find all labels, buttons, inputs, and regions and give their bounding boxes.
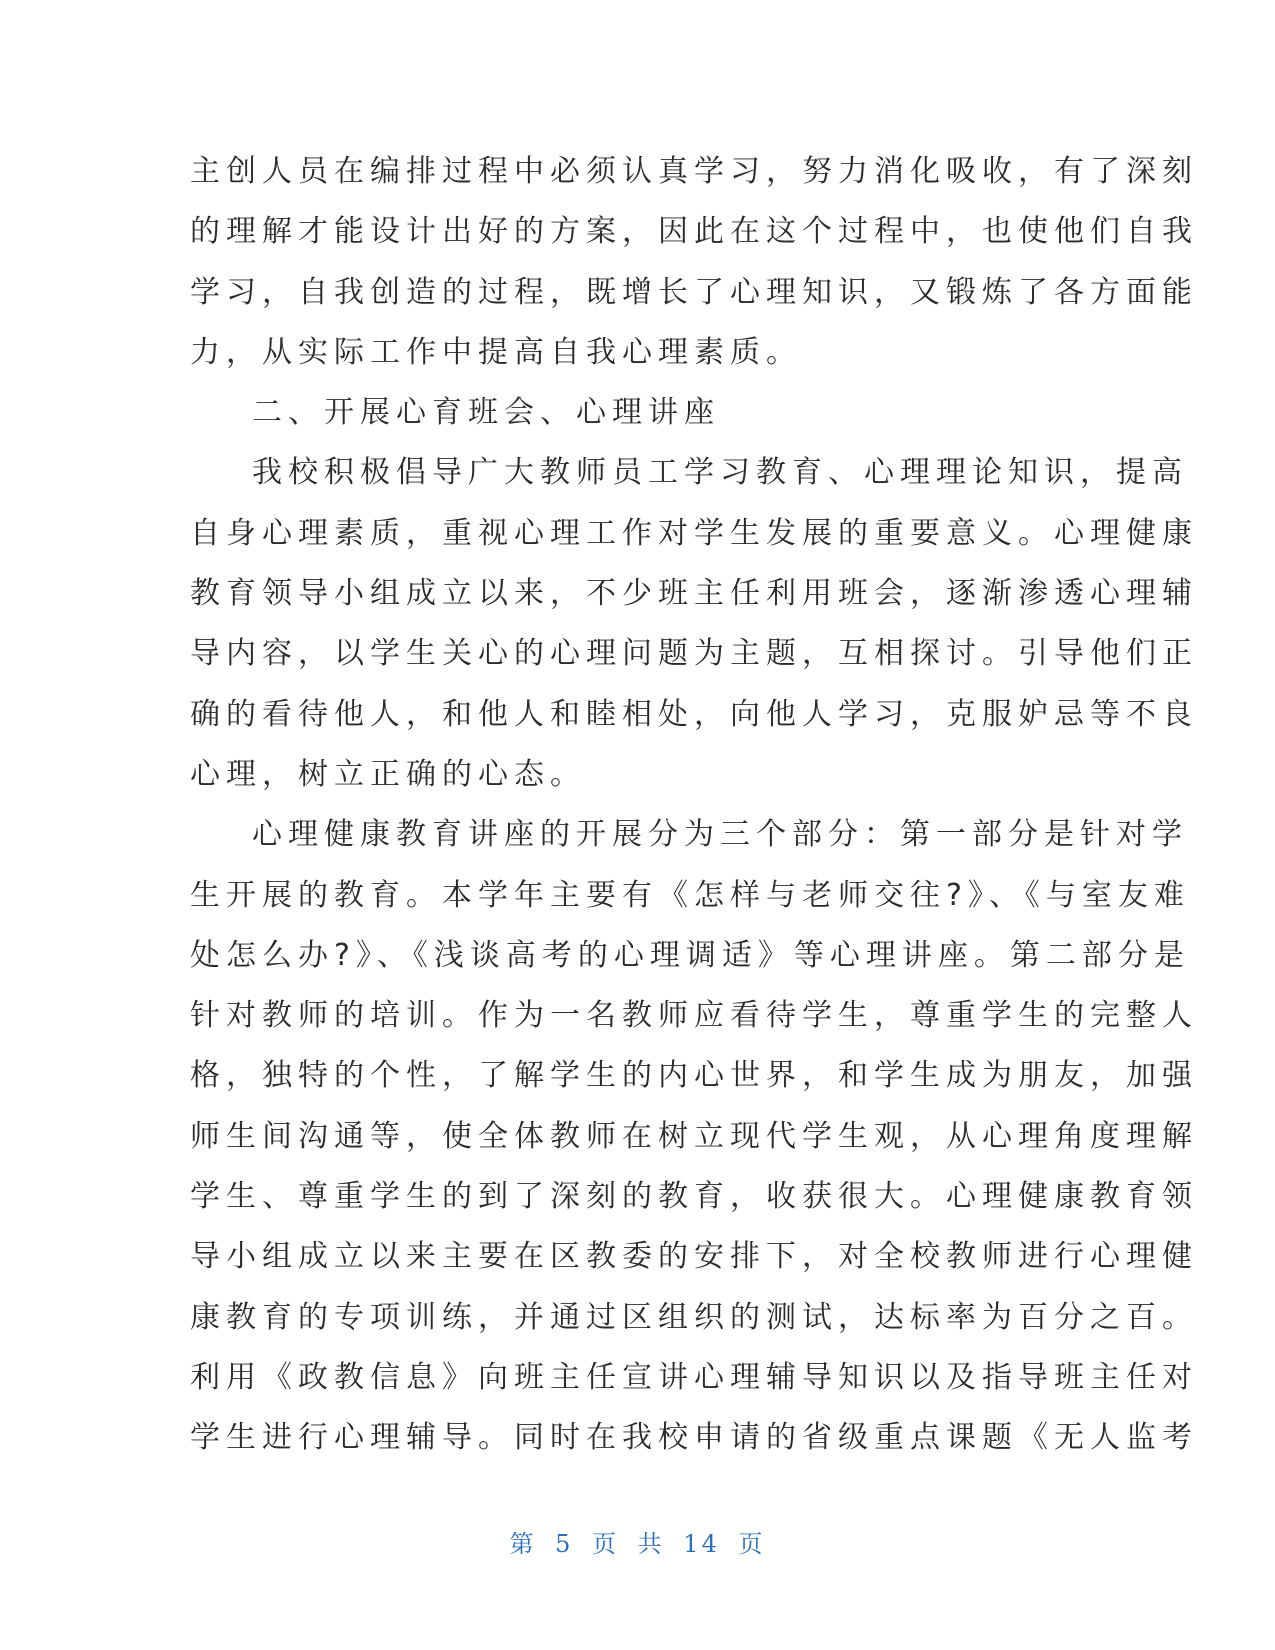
text-line: 康教育的专项训练，并通过区组织的测试，达标率为百分之百。: [190, 1299, 1198, 1335]
text-line: 力，从实际工作中提高自我心理素质。: [190, 334, 802, 370]
text-line: 处怎么办?》、《浅谈高考的心理调适》等心理讲座。第二部分是: [190, 937, 1190, 973]
text-line: 生开展的教育。本学年主要有《怎样与老师交往?》、《与室友难: [190, 877, 1190, 913]
text-line: 导小组成立以来主要在区教委的安排下，对全校教师进行心理健: [190, 1239, 1198, 1275]
text-line: 利用《政教信息》向班主任宣讲心理辅导知识以及指导班主任对: [190, 1359, 1198, 1395]
document-body: [190, 142, 1198, 1469]
text-line: 的理解才能设计出好的方案，因此在这个过程中，也使他们自我: [190, 214, 1198, 250]
page-number-footer: 第 5 页 共 14 页: [509, 1530, 766, 1558]
text-line: 学生、尊重学生的到了深刻的教育，收获很大。心理健康教育领: [190, 1179, 1198, 1215]
text-line: 主创人员在编排过程中必须认真学习，努力消化吸收，有了深刻: [190, 154, 1198, 189]
text-line: 师生间沟通等，使全体教师在树立现代学生观，从心理角度理解: [190, 1118, 1198, 1154]
text-line: 教育领导小组成立以来，不少班主任利用班会，逐渐渗透心理辅: [190, 576, 1198, 612]
text-line: 导内容，以学生关心的心理问题为主题，互相探讨。引导他们正: [190, 636, 1198, 672]
paragraph-start-line: 心理健康教育讲座的开展分为三个部分：第一部分是针对学: [252, 817, 1188, 853]
text-line: 确的看待他人，和他人和睦相处，向他人学习，克服妒忌等不良: [190, 696, 1198, 732]
section-heading: 二、开展心育班会、心理讲座: [252, 395, 720, 431]
text-line: 格，独特的个性，了解学生的内心世界，和学生成为朋友，加强: [190, 1058, 1198, 1094]
text-line: 针对教师的培训。作为一名教师应看待学生，尊重学生的完整人: [190, 998, 1198, 1034]
text-line: 学习，自我创造的过程，既增长了心理知识，又锻炼了各方面能: [190, 274, 1198, 310]
text-line: 自身心理素质，重视心理工作对学生发展的重要意义。心理健康: [190, 515, 1198, 551]
paragraph-start-line: 我校积极倡导广大教师员工学习教育、心理理论知识，提高: [252, 455, 1188, 491]
text-line: 心理，树立正确的心态。: [190, 756, 586, 792]
text-line: 学生进行心理辅导。同时在我校申请的省级重点课题《无人监考: [190, 1420, 1198, 1456]
